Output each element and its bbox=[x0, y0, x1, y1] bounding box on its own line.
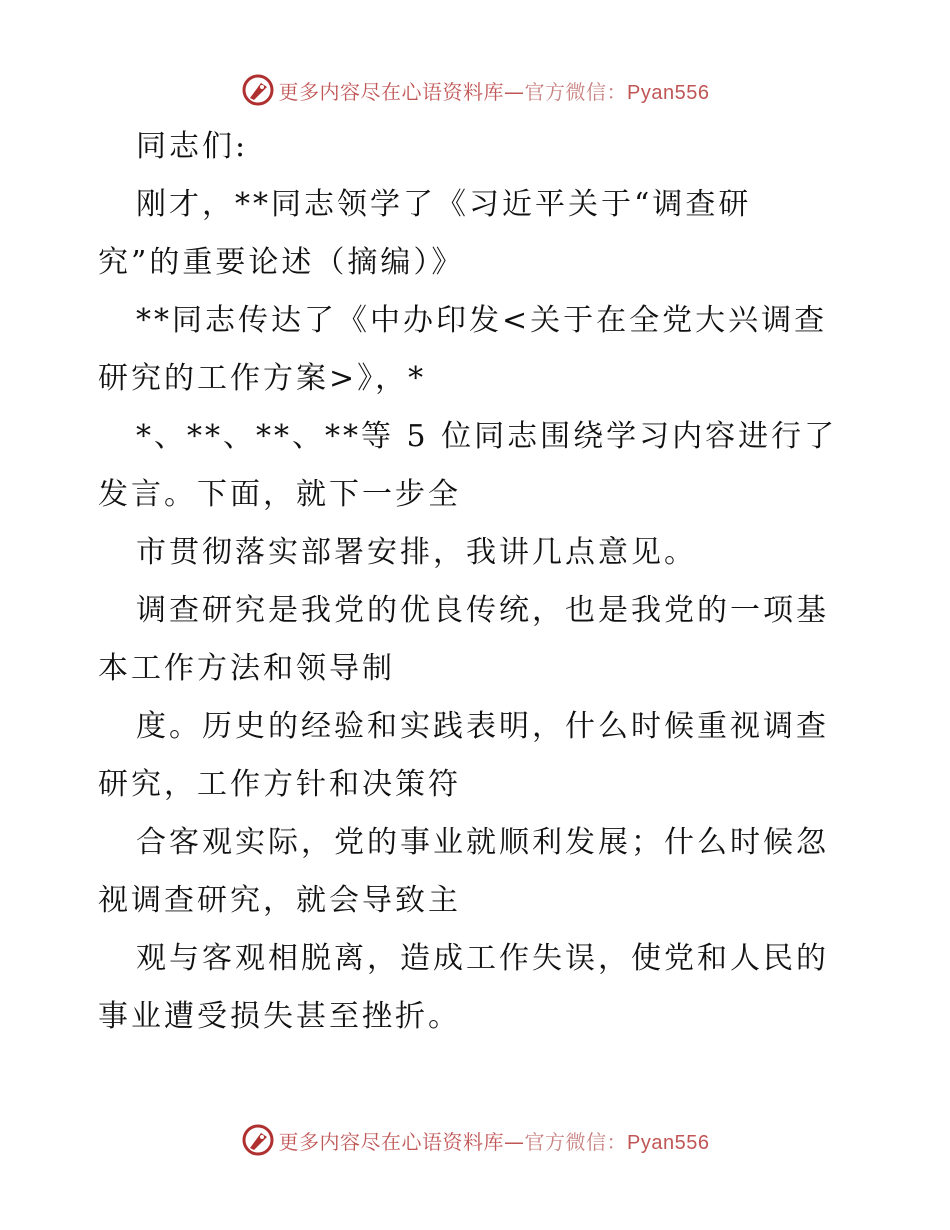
text-line: 合客观实际，党的事业就顺利发展；什么时候忽 bbox=[136, 825, 829, 860]
footer-banner bbox=[0, 1120, 950, 1160]
text-line: 研究，工作方针和决策符 bbox=[98, 767, 461, 802]
text-line: 观与客观相脱离，造成工作失误，使党和人民的 bbox=[136, 941, 829, 976]
text-line: 本工作方法和领导制 bbox=[98, 651, 395, 686]
banner-text: 更多内容尽在心语资料库—官方微信：Pyan556 bbox=[278, 79, 710, 104]
text-line: 同志们: bbox=[136, 129, 249, 164]
pen-nib-circle-icon bbox=[241, 1123, 275, 1157]
text-line: 究”的重要论述（摘编）》 bbox=[98, 245, 465, 280]
text-line: 调查研究是我党的优良传统，也是我党的一项基 bbox=[136, 593, 829, 628]
header-banner bbox=[0, 70, 950, 110]
banner-text: 更多内容尽在心语资料库—官方微信：Pyan556 bbox=[278, 1129, 710, 1154]
text-line: 刚才，**同志领学了《习近平关于“调查研 bbox=[136, 187, 752, 222]
text-line: 市贯彻落实部署安排，我讲几点意见。 bbox=[136, 535, 697, 570]
text-line: 度。历史的经验和实践表明，什么时候重视调查 bbox=[136, 709, 829, 744]
document-body bbox=[98, 118, 858, 1046]
text-line: **同志传达了《中办印发<关于在全党大兴调查 bbox=[136, 303, 828, 338]
pen-nib-circle-icon bbox=[241, 73, 275, 107]
text-line: *、**、**、**等 5 位同志围绕学习内容进行了 bbox=[136, 419, 838, 454]
text-line: 视调查研究，就会导致主 bbox=[98, 883, 461, 918]
text-line: 事业遭受损失甚至挫折。 bbox=[98, 999, 461, 1034]
text-line: 研究的工作方案>》，* bbox=[98, 361, 427, 396]
text-line: 发言。下面，就下一步全 bbox=[98, 477, 461, 512]
